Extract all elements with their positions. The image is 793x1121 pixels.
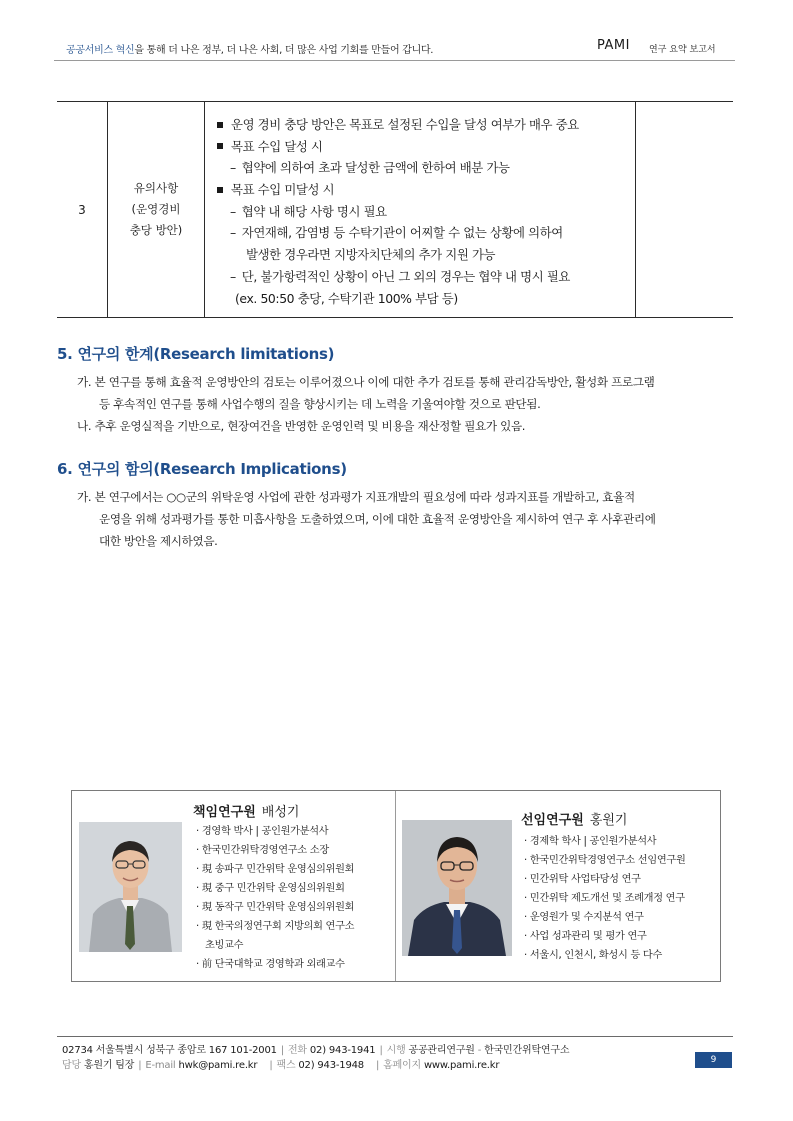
lead-researcher-photo bbox=[79, 822, 182, 952]
footer-homepage-label: 홈페이지 bbox=[383, 1060, 421, 1071]
footer-phone-label: 전화 bbox=[287, 1045, 307, 1056]
footer-institute: 한국민간위탁연구소 bbox=[484, 1045, 570, 1056]
sub-bullet-text: 단, 불가항력적인 상황이 아닌 그 외의 경우는 협약 내 명시 필요 bbox=[241, 268, 570, 284]
section-5-para-na: 나. 추후 운영실적을 기반으로, 현장여건을 반영한 운영인력 및 비용을 재산정할 필요가 있음. bbox=[77, 419, 526, 433]
list-item: · 現 동작구 민간위탁 운영심의위원회 bbox=[196, 902, 355, 913]
footer-contact: 홍원기 팀장 bbox=[83, 1060, 135, 1071]
item-line: 충당 방안) bbox=[129, 223, 183, 237]
header-slogan bbox=[66, 41, 433, 56]
section-5-para-ga-line2: 등 후속적인 연구를 통해 사업수행의 질을 향상시키는 데 노력을 기울여야할 것으로 판단됨. bbox=[99, 397, 541, 411]
footer-fax-label: 팩스 bbox=[276, 1060, 296, 1071]
square-bullet-icon bbox=[217, 143, 223, 149]
list-item: · 서울시, 인천시, 화성시 등 다수 bbox=[524, 950, 663, 961]
bullet-text: 운영 경비 충당 방안은 목표로 설정된 수입을 달성 여부가 매우 중요 bbox=[231, 117, 579, 132]
square-bullet-icon bbox=[217, 187, 223, 193]
section-5-title: 5. 연구의 한계(Research limitations) bbox=[57, 345, 335, 363]
list-item: · 한국민간위탁경영연구소 선임연구원 bbox=[524, 855, 686, 866]
square-bullet-icon bbox=[217, 122, 223, 128]
footer-publisher-label: 시행 bbox=[386, 1045, 406, 1056]
sub-bullet-text: 자연재해, 감염병 등 수탁기관이 어찌할 수 없는 상황에 의하여 bbox=[241, 225, 563, 241]
senior-researcher-photo bbox=[402, 820, 512, 956]
list-item-continuation: 초빙교수 bbox=[205, 940, 244, 951]
senior-researcher-name-line bbox=[521, 809, 627, 828]
table-column-divider bbox=[635, 102, 636, 317]
page-number: 9 bbox=[695, 1052, 732, 1068]
bullet-line bbox=[217, 136, 635, 158]
section-6-para-ga-line1: 가. 본 연구에서는 ○○군의 위탁운영 사업에 관한 성과평가 지표개발의 필요성에 따라 성과지표를 개발하고, 효율적 bbox=[77, 490, 635, 504]
lead-researcher-list bbox=[196, 822, 354, 974]
bullet-text: 목표 수입 미달성 시 bbox=[231, 182, 335, 198]
footer-publisher: 공공관리연구원 bbox=[408, 1045, 475, 1056]
header-report-type: 연구 요약 보고서 bbox=[649, 45, 716, 55]
dash-bullet-icon: – bbox=[230, 160, 236, 176]
list-item: · 한국민간위탁경영연구소 소장 bbox=[196, 845, 329, 856]
lead-researcher-role: 책임연구원 bbox=[193, 805, 256, 820]
section-6-para-ga-line2: 운영을 위해 성과평가를 통한 미흡사항을 도출하였으며, 이에 대한 효율적 운영방안을 제시하여 연구 후 사후관리에 bbox=[99, 512, 656, 526]
table-column-divider bbox=[204, 102, 205, 317]
slogan-highlight: 공공서비스 혁신 bbox=[66, 45, 135, 56]
slogan-rest: 을 통해 더 나은 정부, 더 나은 사회, 더 많은 사업 기회를 만들어 갑니다. bbox=[134, 45, 434, 56]
sub-bullet-text: 협약 내 해당 사항 명시 필요 bbox=[241, 203, 387, 219]
item-line: 유의사항 bbox=[133, 181, 179, 195]
dash-bullet-icon: – bbox=[230, 225, 236, 241]
lead-researcher-name-line bbox=[193, 801, 299, 820]
sub-bullet-line bbox=[217, 222, 635, 244]
footer-homepage[interactable]: www.pami.re.kr bbox=[423, 1060, 500, 1071]
list-item: · 前 단국대학교 경영학과 외래교수 bbox=[196, 959, 345, 970]
senior-researcher-role: 선임연구원 bbox=[521, 813, 584, 828]
list-item: · 現 송파구 민간위탁 운영심의위원회 bbox=[196, 864, 355, 875]
footer-phone: 02) 943-1941 bbox=[309, 1045, 376, 1056]
item-line: (운영경비 bbox=[131, 202, 181, 216]
portrait-icon bbox=[79, 822, 182, 952]
sub-bullet-continuation: 발생한 경우라면 지방자치단체의 추가 지원 가능 bbox=[246, 247, 496, 263]
footer-line-2: 담당 홍원기 팀장 | E-mail hwk@pami.re.kr | 팩스 02) 943-1948 | 홈페이지 www.pami.re.kr bbox=[62, 1060, 500, 1071]
list-item: · 민간위탁 사업타당성 연구 bbox=[524, 874, 641, 885]
bullet-line bbox=[217, 114, 635, 136]
list-item: · 민간위탁 제도개선 및 조례개정 연구 bbox=[524, 893, 685, 904]
list-item: · 現 중구 민간위탁 운영심의위원회 bbox=[196, 883, 345, 894]
list-item: · 운영원가 및 수지분석 연구 bbox=[524, 912, 644, 923]
senior-researcher-name: 홍원기 bbox=[589, 813, 628, 828]
dash-bullet-icon: – bbox=[230, 203, 236, 219]
section-5-para-ga-line1: 가. 본 연구를 통해 효율적 운영방안의 검토는 이루어졌으나 이에 대한 추가 검토를 통해 관리감독방안, 활성화 프로그램 bbox=[77, 375, 655, 389]
footer-contact-label: 담당 bbox=[62, 1060, 81, 1071]
footer-email-label: E-mail bbox=[145, 1060, 176, 1071]
portrait-icon bbox=[402, 820, 512, 956]
footer-publisher-dash: - bbox=[477, 1045, 482, 1056]
footer-fax: 02) 943-1948 bbox=[298, 1060, 364, 1071]
footer-line-1: 02734 서울특별시 성북구 종암로 167 101-2001 | 전화 02) 943-1941 | 시행 공공관리연구원 - 한국민간위탁연구소 bbox=[62, 1045, 570, 1056]
section-6-para-ga-line3: 대한 방안을 제시하였음. bbox=[99, 534, 218, 548]
sub-bullet-line bbox=[217, 157, 635, 179]
dash-bullet-icon: – bbox=[230, 268, 236, 284]
lead-researcher-name: 배성기 bbox=[261, 805, 300, 820]
list-item: · 경영학 박사 | 공인원가분석사 bbox=[196, 826, 329, 837]
researchers-box bbox=[71, 790, 721, 982]
list-item: · 現 한국의정연구회 지방의회 연구소 bbox=[196, 921, 355, 932]
table-item-cell bbox=[108, 102, 204, 317]
footer-divider bbox=[57, 1036, 733, 1037]
header-divider bbox=[54, 60, 735, 61]
senior-researcher-list bbox=[524, 832, 686, 965]
list-item: · 경제학 학사 | 공인원가분석사 bbox=[524, 836, 657, 847]
sub-bullet-text: 협약에 의하여 초과 달성한 금액에 한하여 배분 가능 bbox=[241, 160, 510, 176]
table-content-cell bbox=[217, 114, 635, 309]
guidance-table bbox=[57, 101, 733, 318]
footer-address: 02734 서울특별시 성북구 종암로 167 101-2001 bbox=[62, 1045, 277, 1056]
header-brand: PAMI bbox=[597, 38, 630, 53]
table-row-number: 3 bbox=[78, 202, 86, 217]
sub-bullet-line bbox=[217, 201, 635, 223]
bullet-text: 목표 수입 달성 시 bbox=[231, 138, 323, 154]
footer-email[interactable]: hwk@pami.re.kr bbox=[178, 1060, 258, 1071]
bullet-line bbox=[217, 179, 635, 201]
list-item: · 사업 성과관리 및 평가 연구 bbox=[524, 931, 647, 942]
sub-bullet-continuation: (ex. 50:50 충당, 수탁기관 100% 부담 등) bbox=[235, 290, 458, 306]
sub-bullet-line bbox=[217, 266, 635, 288]
researchers-divider bbox=[395, 791, 396, 981]
section-6-title: 6. 연구의 함의(Research Implications) bbox=[57, 460, 347, 478]
